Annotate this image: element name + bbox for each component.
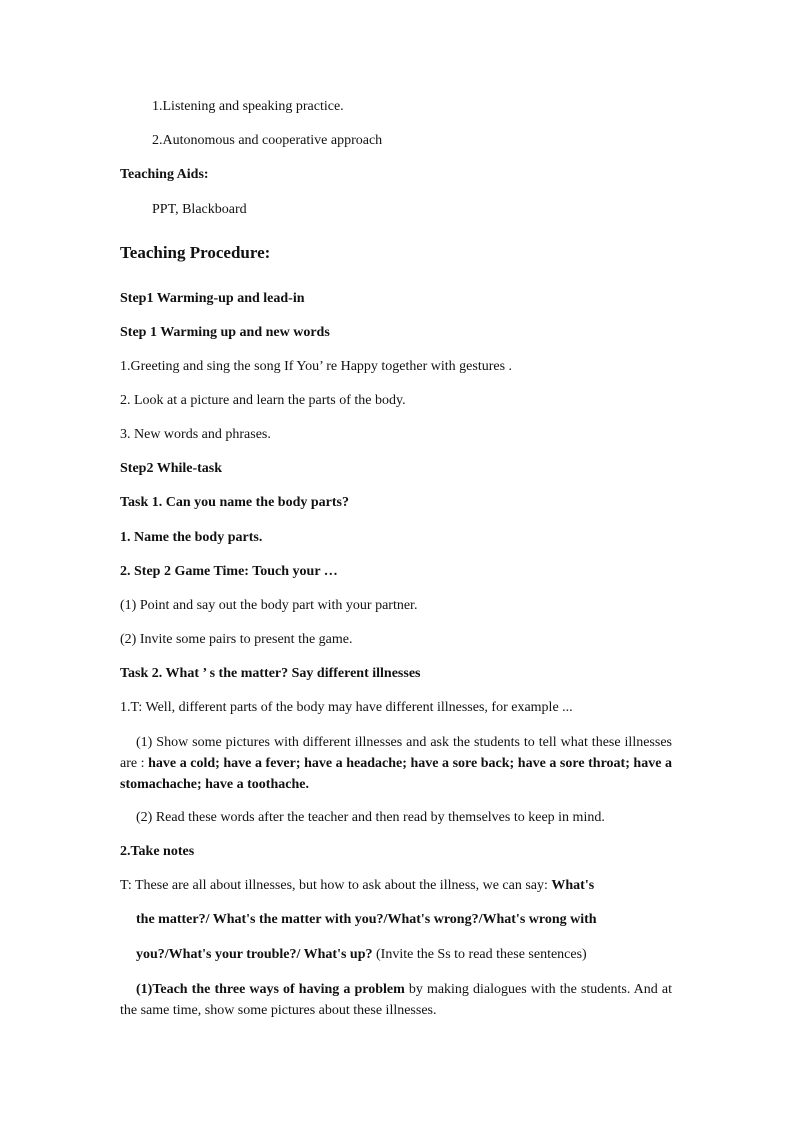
- teaching-aids-value: PPT, Blackboard: [152, 202, 247, 217]
- step1-item-1: 1.Greeting and sing the song If You’ re Happy together with gestures .: [120, 359, 513, 374]
- task1-heading: Task 1. Can you name the body parts?: [120, 495, 349, 510]
- take-notes-heading: 2.Take notes: [120, 844, 195, 859]
- step2-heading: Step2 While-task: [120, 461, 223, 476]
- notes-line-3-bold: you?/What's your trouble?/ What's up?: [136, 947, 373, 962]
- method-item-2: 2.Autonomous and cooperative approach: [152, 133, 383, 148]
- notes-line-2: the matter?/ What's the matter with you?/What's wrong?/What's wrong with: [136, 912, 597, 927]
- notes-line-1: [120, 877, 594, 895]
- task1-item-2: 2. Step 2 Game Time: Touch your …: [120, 564, 338, 579]
- notes-line-1-bold: What's: [551, 878, 595, 893]
- procedure-heading: Teaching Procedure:: [120, 243, 271, 262]
- step1-subheading: Step 1 Warming up and new words: [120, 325, 330, 340]
- task2-paragraph-1-text: (1) Show some pictures with different illnesses and ask the students to tell what these illnesses are :: [120, 735, 672, 771]
- task1-item-1: 1. Name the body parts.: [120, 530, 263, 545]
- step1-heading: Step1 Warming-up and lead-in: [120, 291, 305, 306]
- task2-paragraph-3: [120, 979, 672, 1021]
- task2-paragraph-1: [120, 732, 672, 795]
- task1-sub-2: (2) Invite some pairs to present the game.: [120, 632, 353, 647]
- task2-paragraph-2: (2) Read these words after the teacher and then read by themselves to keep in mind.: [136, 810, 605, 825]
- method-item-1: 1.Listening and speaking practice.: [152, 99, 344, 114]
- notes-line-3: [136, 946, 587, 964]
- step1-item-3: 3. New words and phrases.: [120, 427, 271, 442]
- task2-intro: 1.T: Well, different parts of the body may have different illnesses, for example ...: [120, 700, 573, 715]
- task2-heading: Task 2. What ’ s the matter? Say different illnesses: [120, 666, 421, 681]
- notes-line-1-text: T: These are all about illnesses, but how to ask about the illness, we can say:: [120, 878, 552, 893]
- teaching-aids-heading: Teaching Aids:: [120, 167, 209, 182]
- task2-illness-list: have a cold; have a fever; have a headache; have a sore back; have a sore throat; have a stomachache; have a toothache.: [120, 756, 672, 792]
- task2-paragraph-3-text: by making dialogues with the students. And at the same time, show some pictures about these illnesses.: [120, 982, 672, 1018]
- step1-item-2: 2. Look at a picture and learn the parts of the body.: [120, 393, 406, 408]
- notes-line-3-text: (Invite the Ss to read these sentences): [372, 947, 587, 962]
- task2-paragraph-3-bold: (1)Teach the three ways of having a problem: [136, 982, 405, 997]
- task1-sub-1: (1) Point and say out the body part with your partner.: [120, 598, 418, 613]
